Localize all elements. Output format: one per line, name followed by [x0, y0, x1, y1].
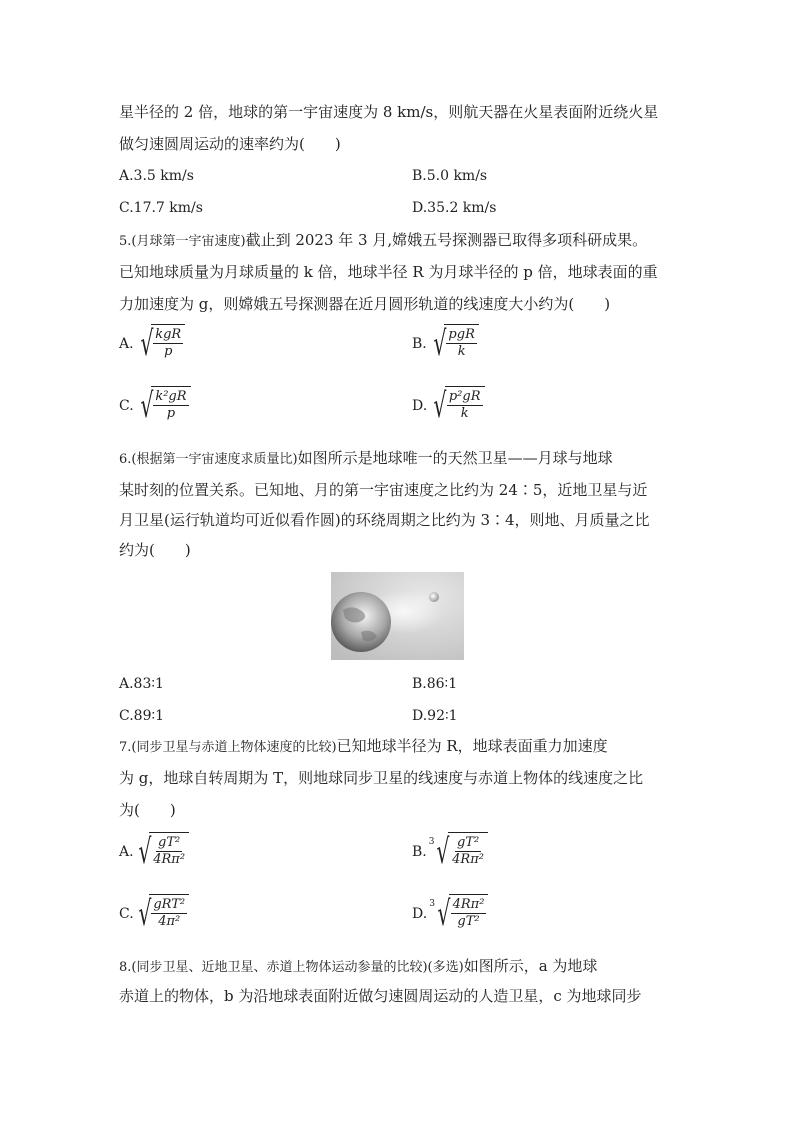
q8-topic-tag: 8.(同步卫星、近地卫星、赤道上物体运动参量的比较)(多选)	[119, 960, 464, 975]
sqrt-expression: √ $\frac{\text{kgR}}{p}$	[136, 324, 186, 364]
q6-topic-tag: 6.(根据第一宇宙速度求质量比)	[119, 452, 298, 467]
option-label: C.	[119, 398, 134, 414]
q4-option-c: C.17.7 km/s	[119, 200, 203, 216]
numerator: gRT²	[153, 897, 186, 912]
q6-stem-line2: 某时刻的位置关系。已知地、月的第一宇宙速度之比约为 24∶5，近地卫星与近	[119, 481, 648, 499]
q5-stem-line2: 已知地球质量为月球质量的 k 倍，地球半径 R 为月球半径的 p 倍，地球表面的重	[119, 263, 658, 281]
q4-text-line1: 星半径的 2 倍，地球的第一宇宙速度为 8 km/s，则航天器在火星表面附近绕火星	[119, 103, 659, 121]
option-label: D.	[412, 906, 428, 922]
q6-option-c: C.89∶1	[119, 708, 165, 724]
q8-stem-line1	[119, 956, 597, 978]
sqrt-expression: √ $\frac{\text{k²gR}}{p}$	[136, 386, 191, 426]
numerator: pgR	[448, 327, 475, 342]
q8-stem-text: 如图所示，a 为地球	[463, 957, 598, 975]
option-label: A.	[119, 336, 134, 352]
denominator: k	[460, 406, 469, 421]
earth-moon-figure	[331, 572, 464, 660]
cube-root-expression: √ $\frac{\text{gT²}}{\text{4Rπ²}}$	[432, 832, 488, 872]
denominator: 4Rπ²	[153, 852, 186, 867]
option-label: C.	[119, 906, 134, 922]
q7-stem-text: 已知地球半径为 R，地球表面重力加速度	[336, 737, 608, 755]
q7-stem-line3: 为( )	[119, 801, 176, 819]
q4-option-a: A.3.5 km/s	[119, 168, 194, 184]
numerator: 4Rπ²	[452, 897, 485, 912]
q4-option-d: D.35.2 km/s	[412, 200, 497, 216]
q6-stem-line1	[119, 448, 613, 470]
q6-option-a: A.83∶1	[119, 676, 164, 692]
denominator: 4Rπ²	[452, 852, 484, 867]
q7-stem-line1	[119, 736, 608, 758]
sqrt-expression: √ $\frac{\text{gT²}}{\text{4Rπ²}}$	[134, 832, 190, 872]
q5-stem-text: 截止到 2023 年 3 月,嫦娥五号探测器已取得多项科研成果。	[245, 231, 648, 249]
numerator: k²gR	[155, 389, 187, 404]
sqrt-expression: √ $\frac{\text{gRT²}}{\text{4π²}}$	[134, 894, 189, 934]
q5-option-c	[119, 386, 191, 426]
q7-option-b	[412, 832, 488, 872]
q6-stem-line3: 月卫星(运行轨道均可近似看作圆)的环绕周期之比约为 3∶4，则地、月质量之比	[119, 511, 650, 529]
q5-stem-line1	[119, 230, 647, 252]
cube-root-expression: √ $\frac{\text{4Rπ²}}{\text{gT²}}$	[433, 894, 489, 934]
numerator: kgR	[155, 327, 182, 342]
q5-option-a	[119, 324, 185, 364]
root-index: 3	[428, 837, 435, 847]
option-label: A.	[119, 844, 134, 860]
q8-stem-line2: 赤道上的物体，b 为沿地球表面附近做匀速圆周运动的人造卫星，c 为地球同步	[119, 987, 642, 1005]
q5-topic-tag: 5.(月球第一宇宙速度)	[119, 234, 246, 249]
denominator: 4π²	[158, 914, 181, 929]
numerator: gT²	[158, 835, 181, 850]
q5-stem-line3: 力加速度为 g，则嫦娥五号探测器在近月圆形轨道的线速度大小约为( )	[119, 295, 611, 313]
q5-option-d	[412, 386, 485, 426]
q7-topic-tag: 7.(同步卫星与赤道上物体速度的比较)	[119, 740, 337, 755]
q6-option-d: D.92∶1	[412, 708, 458, 724]
q4-option-b: B.5.0 km/s	[412, 168, 488, 184]
root-index: 3	[429, 899, 435, 909]
option-label: B.	[412, 844, 427, 860]
numerator: gT²	[456, 835, 480, 850]
moon-image	[429, 592, 439, 602]
numerator: p²gR	[448, 389, 481, 404]
q6-stem-text: 如图所示是地球唯一的天然卫星——月球与地球	[297, 449, 613, 467]
option-label: B.	[412, 336, 427, 352]
denominator: k	[457, 344, 466, 359]
q7-option-a	[119, 832, 189, 872]
q7-option-d	[412, 894, 488, 934]
sqrt-expression: √ $\frac{\text{pgR}}{k}$	[429, 324, 479, 364]
q6-option-b: B.86∶1	[412, 676, 458, 692]
denominator: p	[164, 344, 173, 359]
denominator: gT²	[457, 914, 480, 929]
earth-image	[331, 592, 391, 652]
sqrt-expression: √ $\frac{\text{p²gR}}{k}$	[429, 386, 484, 426]
q4-text-line2: 做匀速圆周运动的速率约为( )	[119, 135, 341, 153]
q7-option-c	[119, 894, 189, 934]
denominator: p	[166, 406, 176, 421]
option-label: D.	[412, 398, 428, 414]
q5-option-b	[412, 324, 479, 364]
q7-stem-line2: 为 g，地球自转周期为 T，则地球同步卫星的线速度与赤道上物体的线速度之比	[119, 769, 644, 787]
q6-stem-line4: 约为( )	[119, 541, 191, 559]
